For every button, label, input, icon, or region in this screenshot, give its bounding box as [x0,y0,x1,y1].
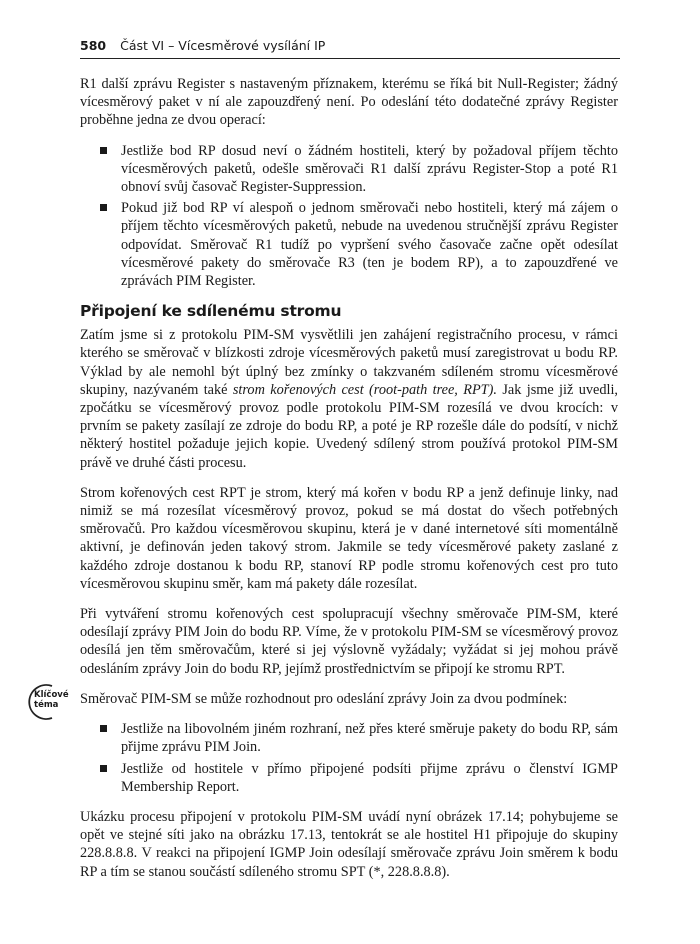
key-topic-marker [30,686,70,722]
paragraph-4: Směrovač PIM-SM se může rozhodnout pro odeslání zprávy Join za dvou podmínek: [80,690,568,707]
bullet-square-icon [100,725,107,732]
list-item: Jestliže bod RP dosud neví o žádném hostiteli, který by požadoval příjem těchto vícesměrových paketů, odešle směrovači R1 další zprávu Register-Stop a poté R1 obnoví svůj časovač Register-Suppression. [80,142,618,197]
intro-paragraph: R1 další zprávu Register s nastaveným příznakem, kterému se říká bit Null-Register; žádný vícesměrový paket v ní ale zapouzdřený není. Po odeslání této dodatečné zprávy Register proběhne jedna ze dvou operací: [80,76,618,129]
list-item: Pokud již bod RP ví alespoň o jednom směrovači nebo hostiteli, který má zájem o příjem těchto vícesměrových paketů, nebude na uvedenou stručnější zprávu Register odpovídat. Směrovač R1 tudíž po vypršení svého časovače začne opět odesílat vícesměrové pakety do směrovače R3 (ten je bodem RP), a to zapouzdřené ve zprávách PIM Register. [80,199,618,290]
bullet-square-icon [100,765,107,772]
page-body [80,75,618,893]
section-heading: Připojení ke sdílenému stromu [80,302,342,321]
list-item: Jestliže od hostitele v přímo připojené podsíti přijme zprávu o členství IGMP Membership Report. [80,760,618,796]
list-item: Jestliže na libovolném jiném rozhraní, než přes které směruje pakety do bodu RP, sám přijme zprávu PIM Join. [80,720,618,756]
paragraph-5: Ukázku procesu připojení v protokolu PIM-SM uvádí nyní obrázek 17.14; pohybujeme se opět ve stejné síti jako na obrázku 17.13, tentokrát se ale hostitel H1 připojuje do skupiny 228.8.8.8. V reakci na připojení IGMP Join odesílají směrovače zprávu Join směrem k bodu RP a tím se stanou součástí sdíleného stromu SPT (*, 228.8.8.8). [80,808,618,880]
paragraph-2: Strom kořenových cest RPT je strom, který má kořen v bodu RP a jenž definuje linky, nad nimiž se má rozesílat vícesměrový provoz, pokud se má dostat do všech potřebných směrovačů. Pro každou vícesměrovou skupinu, která je v dané internetové síti momentálně aktivní, je definován jeden takový strom. Jakmile se tedy vícesměrové pakety zaslané z každého zdroje dostanou k bodu RP, stanoví RP podle stromu kořenových cest pro tuto vícesměrovou skupinu směr, kam má pakety dále rozesílat. [80,484,618,592]
key-topic-line2: téma [34,700,59,710]
bullet-square-icon [100,147,107,154]
running-header [80,38,620,59]
paragraph-3: Při vytváření stromu kořenových cest spolupracují všechny směrovače PIM-SM, které odesílají zprávy PIM Join do bodu RP. Víme, že v protokolu PIM-SM se vícesměrový provoz odesílá jen těm směrovačům, které si jej výslovně vyžádaly; vyžádat si jej mohou právě odesláním zprávy Join do bodu RP, jejímž prostřednictvím se připojí ke stromu RPT. [80,606,618,677]
page-number: 580 [80,38,107,53]
bullet-list-2 [80,720,618,796]
key-topic-line1: Klíčové [34,690,69,700]
bullet-square-icon [100,204,107,211]
bullet-list-1 [80,142,618,291]
paragraph-1: Zatím jsme si z protokolu PIM-SM vysvětlili jen zahájení registračního procesu, v rámci kterého se směrovač v blízkosti zdroje vícesměrových paketů musí zaregistrovat u bodu RP. Výklad by ale nemohl být úplný bez zmínky o takzvaném sdíleném stromu vícesměrové skupiny, nazývaném také strom kořenových cest (root-path tree, RPT). Jak jsme již uvedli, zpočátku se vícesměrový provoz podle protokolu PIM-SM rozesílá ve dvou krocích: v prvním se pakety zasílají ze zdroje do bodu RP, a poté je RP rozešle dále do podsítí, v nichž některý hostitel požaduje jejich kopie. Uvedený sdílený strom používá protokol PIM-SM právě ve druhé části procesu. [80,327,618,471]
chapter-title: Část VI – Vícesměrové vysílání IP [120,38,326,53]
